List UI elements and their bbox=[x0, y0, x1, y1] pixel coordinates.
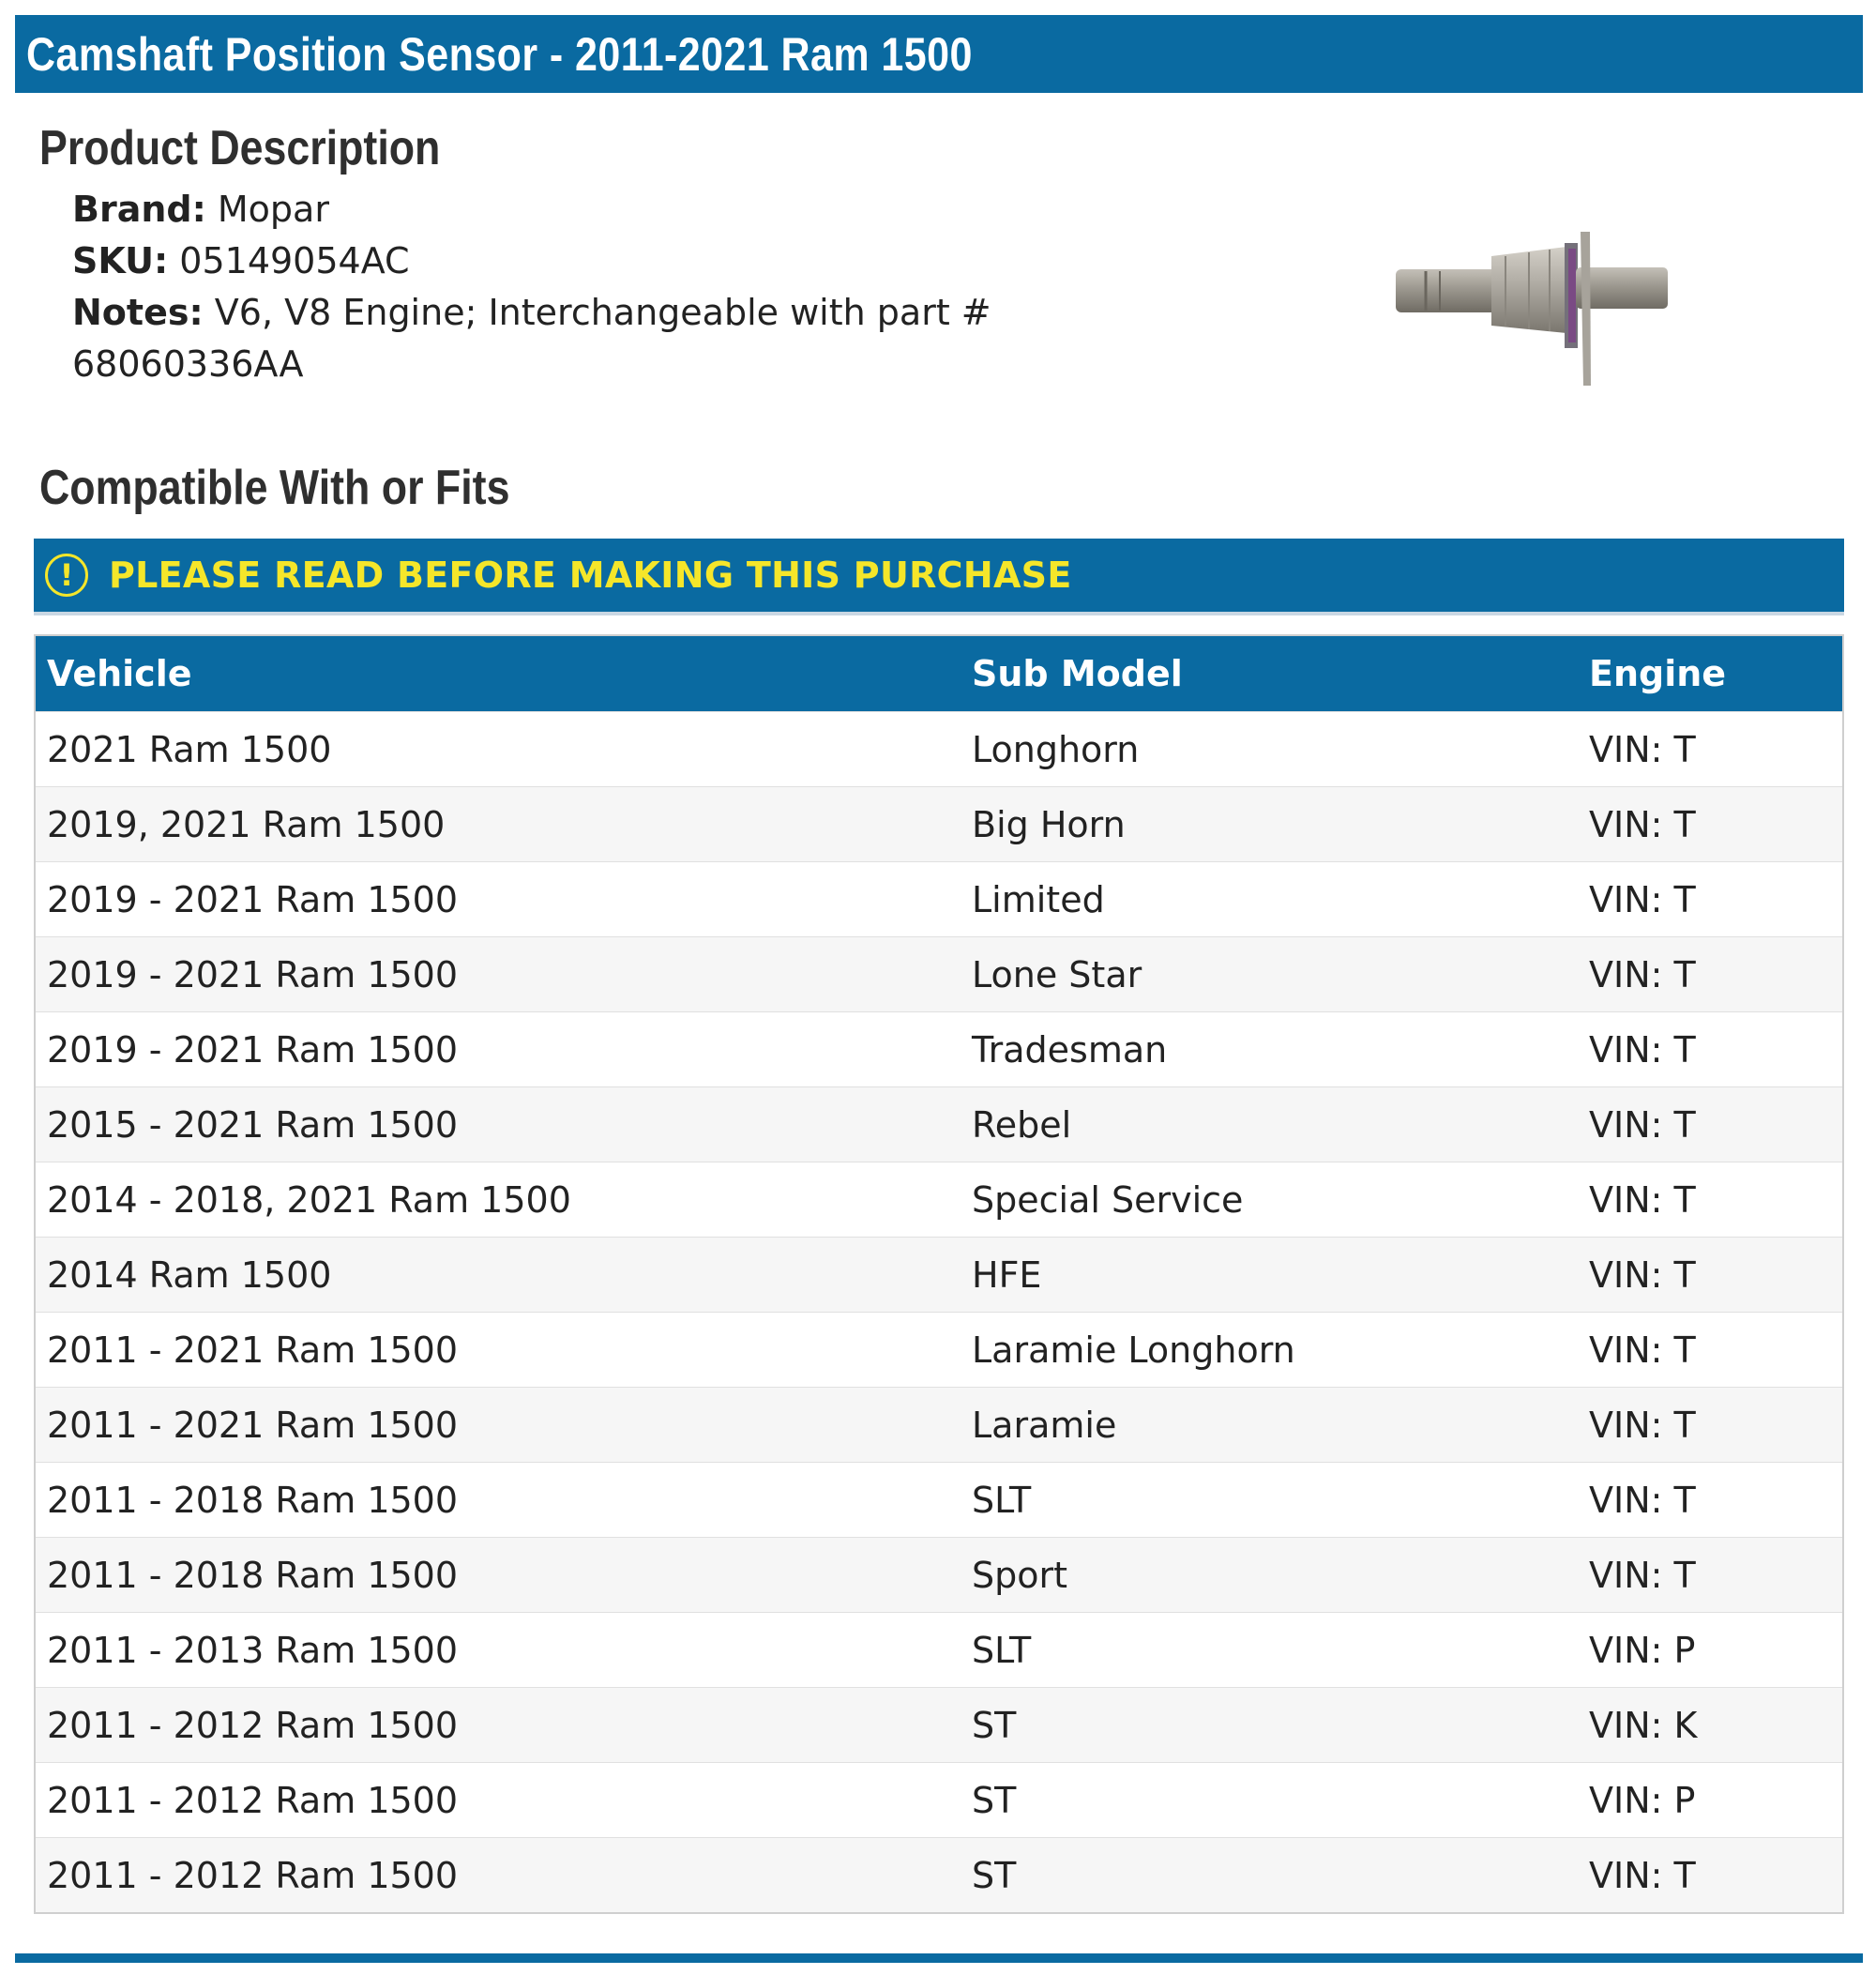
sub-model-cell: ST bbox=[972, 1704, 1017, 1746]
product-description-heading: Product Description bbox=[39, 121, 441, 175]
product-details bbox=[72, 184, 991, 390]
sub-model-cell: Big Horn bbox=[972, 803, 1126, 845]
table-row bbox=[36, 1387, 1842, 1462]
fitment-table bbox=[34, 634, 1844, 1914]
warning-text: PLEASE READ BEFORE MAKING THIS PURCHASE bbox=[109, 555, 1072, 596]
brand-label: Brand: bbox=[72, 189, 206, 230]
engine-cell: VIN: T bbox=[1589, 1329, 1696, 1371]
engine-cell: VIN: P bbox=[1589, 1779, 1696, 1821]
column-header-vehicle: Vehicle bbox=[47, 653, 192, 694]
page-title: Camshaft Position Sensor - 2011-2021 Ram 1500 bbox=[26, 27, 973, 81]
vehicle-cell: 2014 Ram 1500 bbox=[47, 1253, 332, 1296]
notes-line bbox=[72, 287, 991, 339]
exclamation-circle-icon: ! bbox=[45, 554, 88, 597]
compatible-heading: Compatible With or Fits bbox=[39, 461, 510, 515]
sub-model-cell: Lone Star bbox=[972, 953, 1142, 995]
sku-label: SKU: bbox=[72, 240, 169, 281]
table-row bbox=[36, 1537, 1842, 1612]
purchase-warning-banner[interactable] bbox=[34, 539, 1844, 615]
engine-cell: VIN: P bbox=[1589, 1629, 1696, 1671]
engine-cell: VIN: T bbox=[1589, 953, 1696, 995]
vehicle-cell: 2011 - 2018 Ram 1500 bbox=[47, 1479, 459, 1521]
vehicle-cell: 2014 - 2018, 2021 Ram 1500 bbox=[47, 1178, 571, 1221]
product-image bbox=[1388, 230, 1679, 399]
table-row bbox=[36, 936, 1842, 1011]
sub-model-cell: SLT bbox=[972, 1479, 1032, 1521]
table-row bbox=[36, 1237, 1842, 1312]
vehicle-cell: 2011 - 2012 Ram 1500 bbox=[47, 1704, 459, 1746]
notes-line-2: 68060336AA bbox=[72, 343, 304, 385]
engine-cell: VIN: K bbox=[1589, 1704, 1698, 1746]
vehicle-cell: 2011 - 2021 Ram 1500 bbox=[47, 1329, 459, 1371]
engine-cell: VIN: T bbox=[1589, 1028, 1696, 1071]
notes-label: Notes: bbox=[72, 292, 204, 333]
vehicle-cell: 2011 - 2012 Ram 1500 bbox=[47, 1854, 459, 1896]
vehicle-cell: 2011 - 2013 Ram 1500 bbox=[47, 1629, 459, 1671]
column-header-sub-model: Sub Model bbox=[972, 653, 1183, 694]
table-row bbox=[36, 1462, 1842, 1537]
table-row bbox=[36, 786, 1842, 861]
sub-model-cell: Longhorn bbox=[972, 728, 1140, 770]
vehicle-cell: 2011 - 2021 Ram 1500 bbox=[47, 1404, 459, 1446]
table-row bbox=[36, 1837, 1842, 1912]
brand-value: Mopar bbox=[217, 189, 329, 230]
sub-model-cell: Tradesman bbox=[972, 1028, 1168, 1071]
sub-model-cell: SLT bbox=[972, 1629, 1032, 1671]
table-row bbox=[36, 711, 1842, 786]
table-row bbox=[36, 1762, 1842, 1837]
footer-divider bbox=[15, 1953, 1863, 1963]
brand-line bbox=[72, 184, 991, 235]
vehicle-cell: 2015 - 2021 Ram 1500 bbox=[47, 1103, 459, 1146]
engine-cell: VIN: T bbox=[1589, 1479, 1696, 1521]
engine-cell: VIN: T bbox=[1589, 878, 1696, 920]
sub-model-cell: Special Service bbox=[972, 1178, 1244, 1221]
sub-model-cell: ST bbox=[972, 1779, 1017, 1821]
sku-line bbox=[72, 235, 991, 287]
engine-cell: VIN: T bbox=[1589, 1554, 1696, 1596]
vehicle-cell: 2011 - 2018 Ram 1500 bbox=[47, 1554, 459, 1596]
vehicle-cell: 2019, 2021 Ram 1500 bbox=[47, 803, 446, 845]
engine-cell: VIN: T bbox=[1589, 728, 1696, 770]
table-body bbox=[36, 711, 1842, 1912]
notes-value: V6, V8 Engine; Interchangeable with part # bbox=[214, 292, 991, 333]
title-bar bbox=[15, 15, 1863, 93]
table-row bbox=[36, 1162, 1842, 1237]
engine-cell: VIN: T bbox=[1589, 1404, 1696, 1446]
engine-cell: VIN: T bbox=[1589, 1103, 1696, 1146]
sku-value: 05149054AC bbox=[179, 240, 410, 281]
table-row bbox=[36, 1011, 1842, 1086]
vehicle-cell: 2019 - 2021 Ram 1500 bbox=[47, 878, 459, 920]
sub-model-cell: ST bbox=[972, 1854, 1017, 1896]
sub-model-cell: HFE bbox=[972, 1253, 1042, 1296]
table-row bbox=[36, 861, 1842, 936]
vehicle-cell: 2019 - 2021 Ram 1500 bbox=[47, 1028, 459, 1071]
table-header bbox=[36, 636, 1842, 711]
engine-cell: VIN: T bbox=[1589, 1854, 1696, 1896]
vehicle-cell: 2019 - 2021 Ram 1500 bbox=[47, 953, 459, 995]
engine-cell: VIN: T bbox=[1589, 1178, 1696, 1221]
table-row bbox=[36, 1687, 1842, 1762]
sub-model-cell: Sport bbox=[972, 1554, 1068, 1596]
engine-cell: VIN: T bbox=[1589, 803, 1696, 845]
table-row bbox=[36, 1612, 1842, 1687]
sub-model-cell: Laramie bbox=[972, 1404, 1117, 1446]
sub-model-cell: Rebel bbox=[972, 1103, 1072, 1146]
engine-cell: VIN: T bbox=[1589, 1253, 1696, 1296]
table-row bbox=[36, 1086, 1842, 1162]
vehicle-cell: 2021 Ram 1500 bbox=[47, 728, 332, 770]
sub-model-cell: Laramie Longhorn bbox=[972, 1329, 1295, 1371]
column-header-engine: Engine bbox=[1589, 653, 1727, 694]
vehicle-cell: 2011 - 2012 Ram 1500 bbox=[47, 1779, 459, 1821]
table-row bbox=[36, 1312, 1842, 1387]
sub-model-cell: Limited bbox=[972, 878, 1105, 920]
